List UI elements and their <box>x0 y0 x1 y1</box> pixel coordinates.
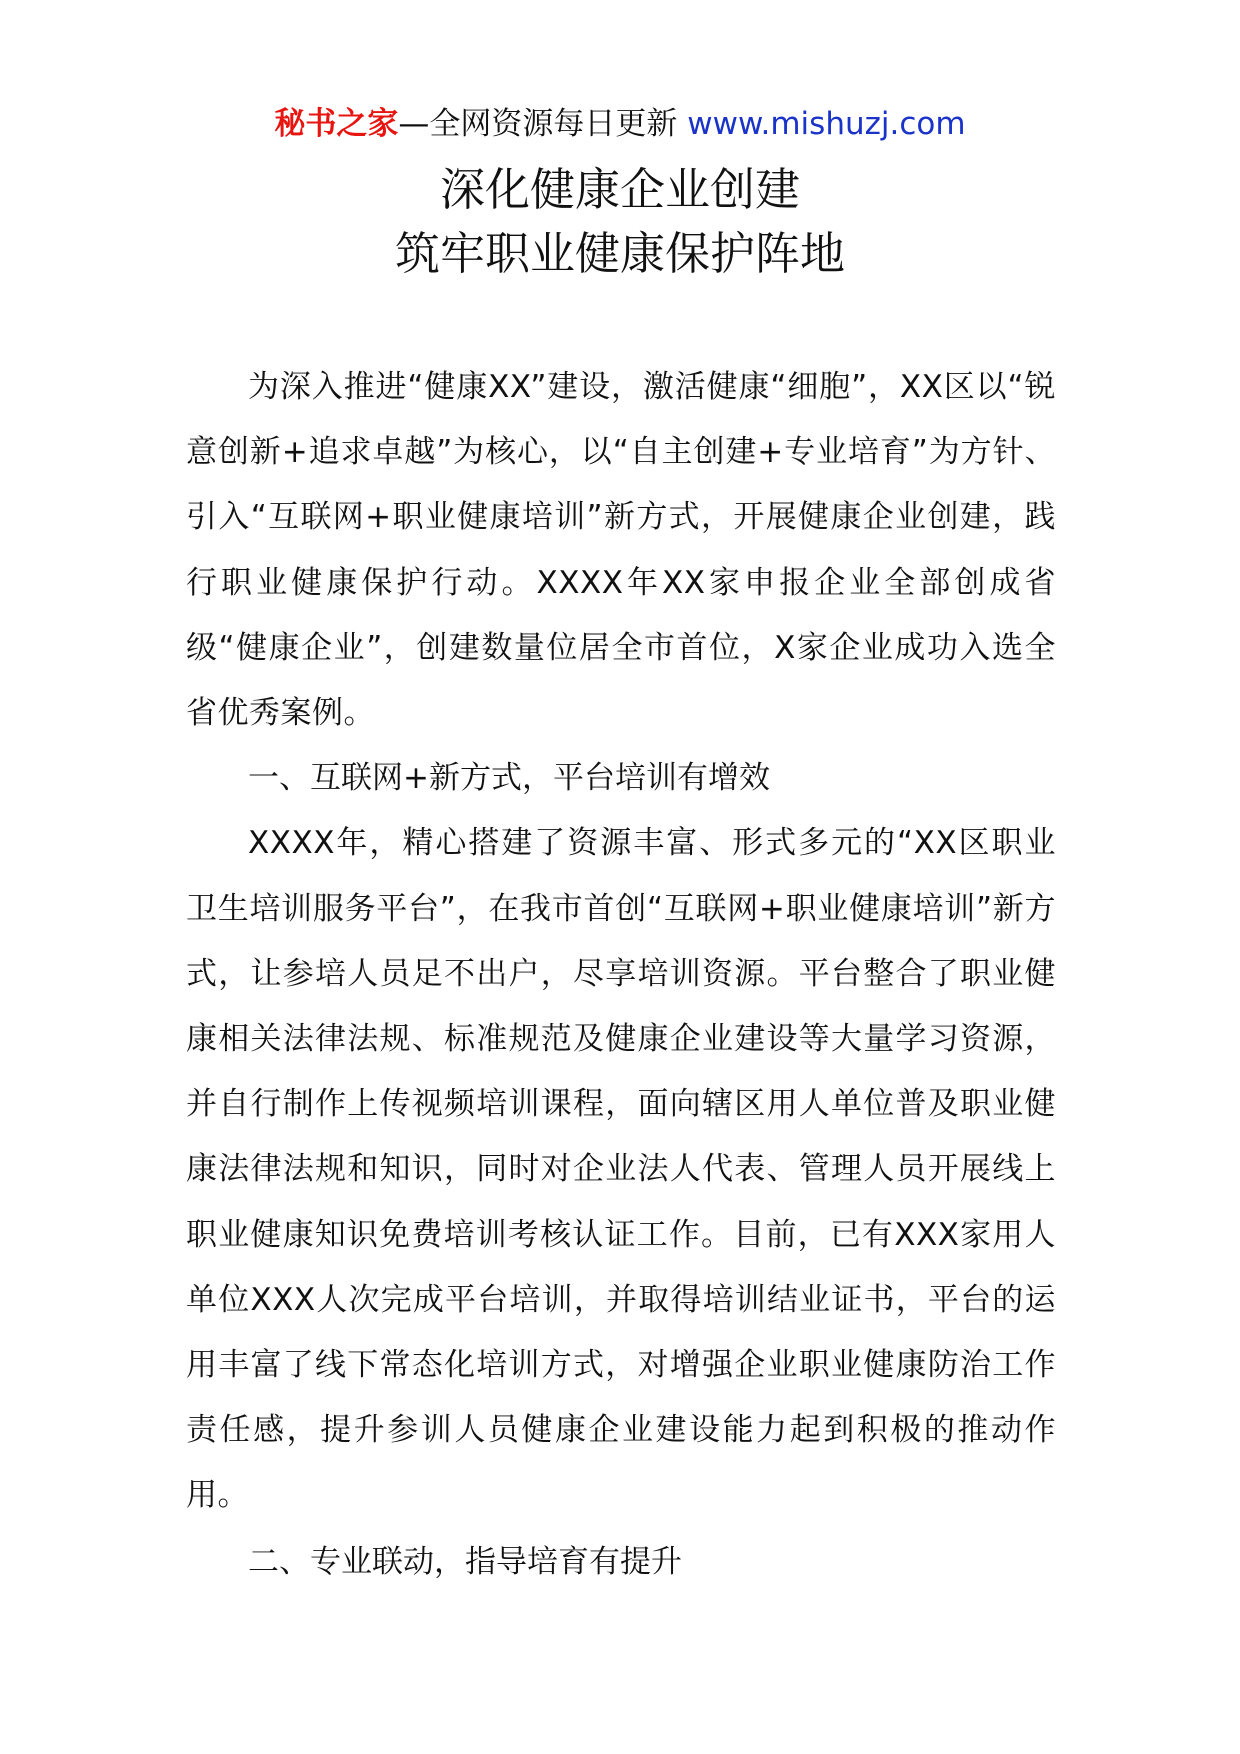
intro-paragraph: 为深入推进“健康XX”建设，激活健康“细胞”，XX区以“锐意创新+追求卓越”为核心，以“自主创建+专业培育”为方针、引入“互联网+职业健康培训”新方式，开展健康企业创建，践行职业健康保护行动。XXXX年XX家申报企业全部创成省级“健康企业”，创建数量位居全市首位，X家企业成功入选全省优秀案例。 <box>186 369 1056 732</box>
site-brand: 秘书之家 <box>274 106 399 142</box>
section-2-heading: 二、专业联动，指导培育有提升 <box>248 1543 682 1580</box>
document-title-line-2: 筑牢职业健康保护阵地 <box>394 227 845 280</box>
site-banner <box>0 104 1240 144</box>
section-1-heading: 一、互联网+新方式，平台培训有增效 <box>248 760 770 797</box>
site-url-link[interactable]: www.mishuzj.com <box>687 106 966 142</box>
document-title-line-1: 深化健康企业创建 <box>439 163 800 216</box>
site-slogan: —全网资源每日更新 <box>398 106 688 142</box>
section-1-paragraph: XXXX年，精心搭建了资源丰富、形式多元的“XX区职业卫生培训服务平台”，在我市首创“互联网+职业健康培训”新方式，让参培人员足不出户，尽享培训资源。平台整合了职业健康相关法律法规、标准规范及健康企业建设等大量学习资源，并自行制作上传视频培训课程，面向辖区用人单位普及职业健康法律法规和知识，同时对企业法人代表、管理人员开展线上职业健康知识免费培训考核认证工作。目前，已有XXX家用人单位XXX人次完成平台培训，并取得培训结业证书，平台的运用丰富了线下常态化培训方式，对增强企业职业健康防治工作责任感，提升参训人员健康企业建设能力起到积极的推动作用。 <box>186 825 1056 1514</box>
document-body <box>186 355 1056 1595</box>
